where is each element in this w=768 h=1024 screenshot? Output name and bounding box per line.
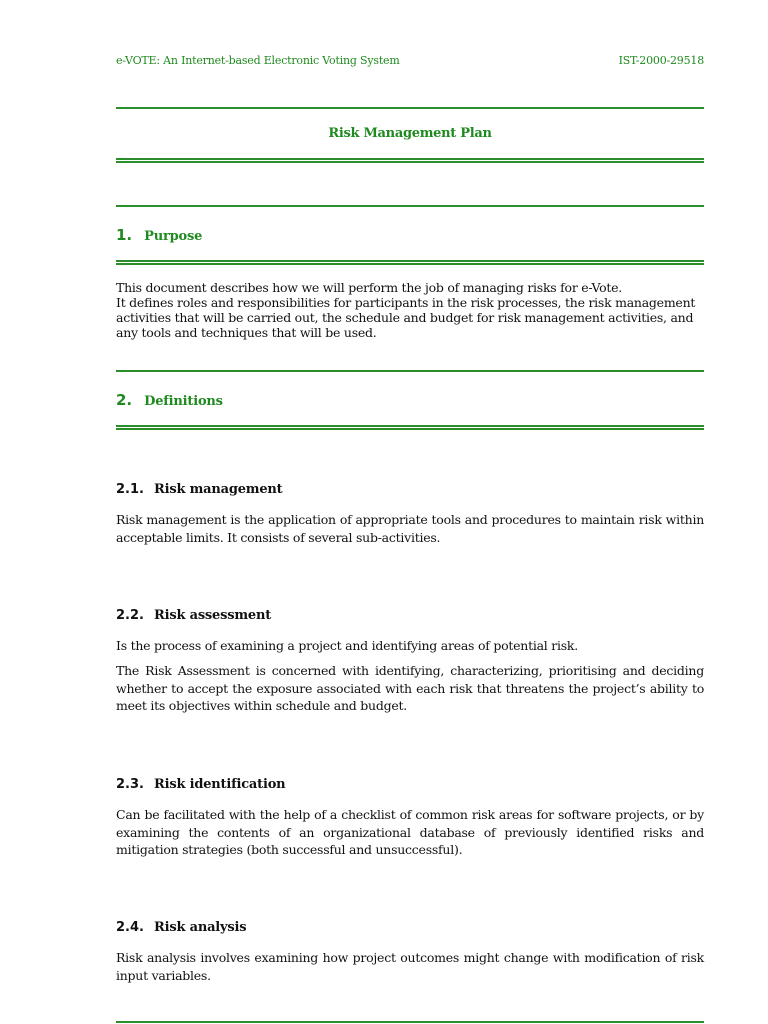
section-2-title: Definitions [144, 394, 223, 409]
subsection-2-2-text-1: Is the process of examining a project and identifying areas of potential risk. [116, 638, 578, 653]
section-1-paragraph-2: It defines roles and responsibilities for participants in the risk processes, the risk management activities that will be carried out, the schedule and budget for risk management activities, and any tools and techniques that will be used. [116, 295, 696, 340]
subsection-2-1-number: 2.1. [116, 482, 144, 497]
title-top-rule [116, 107, 704, 109]
subsection-2-4-title: Risk analysis [154, 920, 247, 935]
subsection-2-2-text-2: The Risk Assessment is concerned with identifying, characterizing, prioritising and deciding whether to accept the exposure associated with each risk that threatens the project’s ability to meet its objectives within schedule and budget. [116, 663, 704, 713]
section-1-number: 1. [116, 226, 133, 244]
document-title: Risk Management Plan [328, 126, 492, 141]
subsection-2-2-number: 2.2. [116, 608, 144, 623]
section-1-body [116, 280, 704, 340]
subsection-2-2-title: Risk assessment [154, 608, 272, 623]
subsection-2-3-heading [116, 773, 285, 792]
subsection-2-1-heading [116, 478, 283, 497]
section-1-title: Purpose [144, 229, 203, 244]
section-1-paragraph-1: This document describes how we will perform the job of managing risks for e-Vote. [116, 280, 623, 295]
section-2-number: 2. [116, 391, 133, 409]
subsection-2-2-heading [116, 604, 271, 623]
page-bottom-rule [116, 1021, 704, 1023]
subsection-2-1-title: Risk management [154, 482, 283, 497]
subsection-2-4-text: Risk analysis involves examining how project outcomes might change with modification of risk input variables. [116, 950, 704, 983]
subsection-2-4-heading [116, 916, 246, 935]
running-header [116, 54, 704, 70]
header-project-id: IST-2000-29518 [618, 54, 704, 67]
subsection-2-3-text: Can be facilitated with the help of a checklist of common risk areas for software projects, or by examining the contents of an organizational database of previously identified risks and mitigation strategies (both successful and unsuccessful). [116, 807, 704, 857]
section-2-top-rule [116, 370, 704, 372]
section-1-bottom-rule [116, 260, 704, 265]
section-1-top-rule [116, 205, 704, 207]
section-2-heading [116, 390, 223, 409]
subsection-2-1-text: Risk management is the application of appropriate tools and procedures to maintain risk within acceptable limits. It consists of several sub-activities. [116, 512, 704, 545]
subsection-2-3-number: 2.3. [116, 777, 144, 792]
header-project-title: e-VOTE: An Internet-based Electronic Voting System [116, 54, 400, 67]
subsection-2-3-title: Risk identification [154, 777, 286, 792]
subsection-2-4-number: 2.4. [116, 920, 144, 935]
title-bottom-rule [116, 158, 704, 163]
section-2-bottom-rule [116, 425, 704, 430]
section-1-heading [116, 225, 202, 244]
